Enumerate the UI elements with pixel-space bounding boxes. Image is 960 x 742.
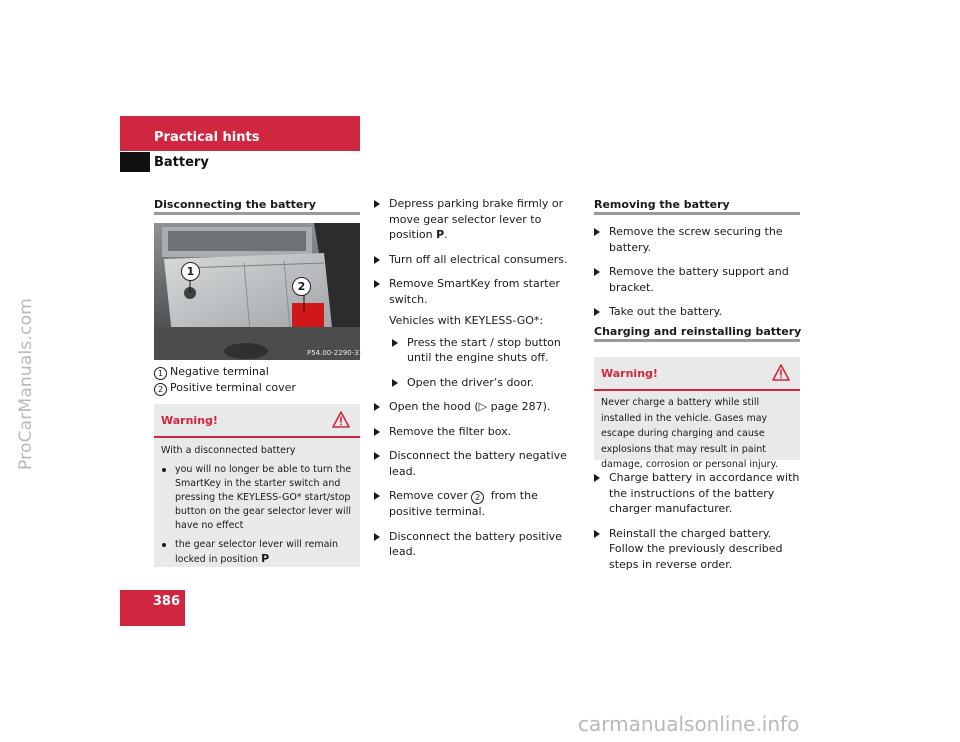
step-remove-support: Remove the battery support and bracket. — [594, 264, 800, 295]
page-number: 386 — [152, 594, 180, 609]
step-filter-box: Remove the filter box. — [374, 424, 580, 440]
step-remove-screw: Remove the screw securing the battery. — [594, 224, 800, 255]
column-3-removing-steps — [594, 224, 800, 320]
substep-start-stop: Press the start / stop button until the engine shuts off. — [392, 335, 580, 366]
section-rule — [594, 212, 800, 215]
warning-label: Warning! — [161, 414, 218, 427]
watermark-procarmanuals: ProCarManuals.com — [16, 298, 36, 470]
warning-header — [594, 357, 800, 391]
callout-2: 2 — [154, 383, 167, 396]
section-title-charging: Charging and reinstalling battery — [594, 325, 802, 338]
keyless-go-label: Vehicles with KEYLESS-GO*: — [389, 314, 544, 327]
step-open-hood: Open the hood (▷ page 287). — [374, 399, 580, 415]
legend-negative-terminal — [154, 364, 360, 380]
figure-callout-2: 2 — [292, 277, 311, 296]
section-title-removing: Removing the battery — [594, 198, 730, 211]
warning-box-charging — [594, 357, 800, 470]
section-subtitle: Battery — [154, 155, 209, 170]
warning-item-text: the gear selector lever will remain locked in position — [175, 539, 339, 565]
step-remove-smartkey: Remove SmartKey from starter switch. — [374, 276, 580, 307]
step-positive-lead: Disconnect the battery positive lead. — [374, 529, 580, 560]
step-electrical-consumers: Turn off all electrical consumers. — [374, 252, 580, 268]
step-take-out-battery: Take out the battery. — [594, 304, 800, 320]
warning-item — [161, 538, 352, 567]
column-3-charging-steps — [594, 470, 800, 572]
gear-position-p: P — [261, 552, 270, 565]
substep-open-door: Open the driver’s door. — [392, 375, 580, 391]
legend-text: Positive terminal cover — [170, 381, 296, 394]
warning-intro: With a disconnected battery — [161, 445, 296, 456]
section-rule — [594, 339, 800, 342]
battery-compartment-illustration — [154, 223, 360, 360]
legend-positive-terminal-cover — [154, 380, 360, 396]
section-title-disconnecting: Disconnecting the battery — [154, 198, 316, 211]
warning-label: Warning! — [601, 367, 658, 380]
callout-1: 1 — [154, 367, 167, 380]
step-parking-brake: Depress parking brake firmly or move gear selector lever to position P. — [374, 196, 580, 243]
warning-triangle-icon — [772, 364, 790, 381]
callout-2: 2 — [471, 491, 484, 504]
step-reinstall-battery: Reinstall the charged battery. Follow the previously described steps in reverse order. — [594, 526, 800, 573]
battery-photo — [154, 223, 360, 360]
warning-body — [161, 444, 352, 567]
figure-code: P54.00-2290-31 — [307, 349, 364, 357]
warning-box-disconnect — [154, 404, 360, 567]
column-2-steps — [374, 196, 580, 560]
page-reference-link[interactable]: ▷ page 287 — [478, 400, 543, 413]
warning-item: you will no longer be able to turn the SmartKey in the starter switch and pressing the KEYLESS-GO* start/stop button on the gear selector lever will have no effect — [161, 463, 352, 533]
header-marker — [120, 152, 150, 172]
warning-triangle-icon — [332, 411, 350, 428]
section-rule — [154, 212, 360, 215]
step-remove-cover: Remove cover 2 from the positive terminal. — [374, 488, 580, 520]
step-negative-lead: Disconnect the battery negative lead. — [374, 448, 580, 479]
warning-header — [154, 404, 360, 438]
legend-text: Negative terminal — [170, 365, 269, 378]
figure-callout-1: 1 — [181, 262, 200, 281]
watermark-carmanualsonline: carmanualsonline.info — [578, 712, 800, 736]
step-charge-battery: Charge battery in accordance with the instructions of the battery charger manufacturer. — [594, 470, 800, 517]
warning-text: Never charge a battery while still installed in the vehicle. Gases may escape during charging and cause explosions that may result in paint damage, corrosion or personal injury. — [601, 397, 778, 470]
chapter-title: Practical hints — [154, 130, 260, 145]
